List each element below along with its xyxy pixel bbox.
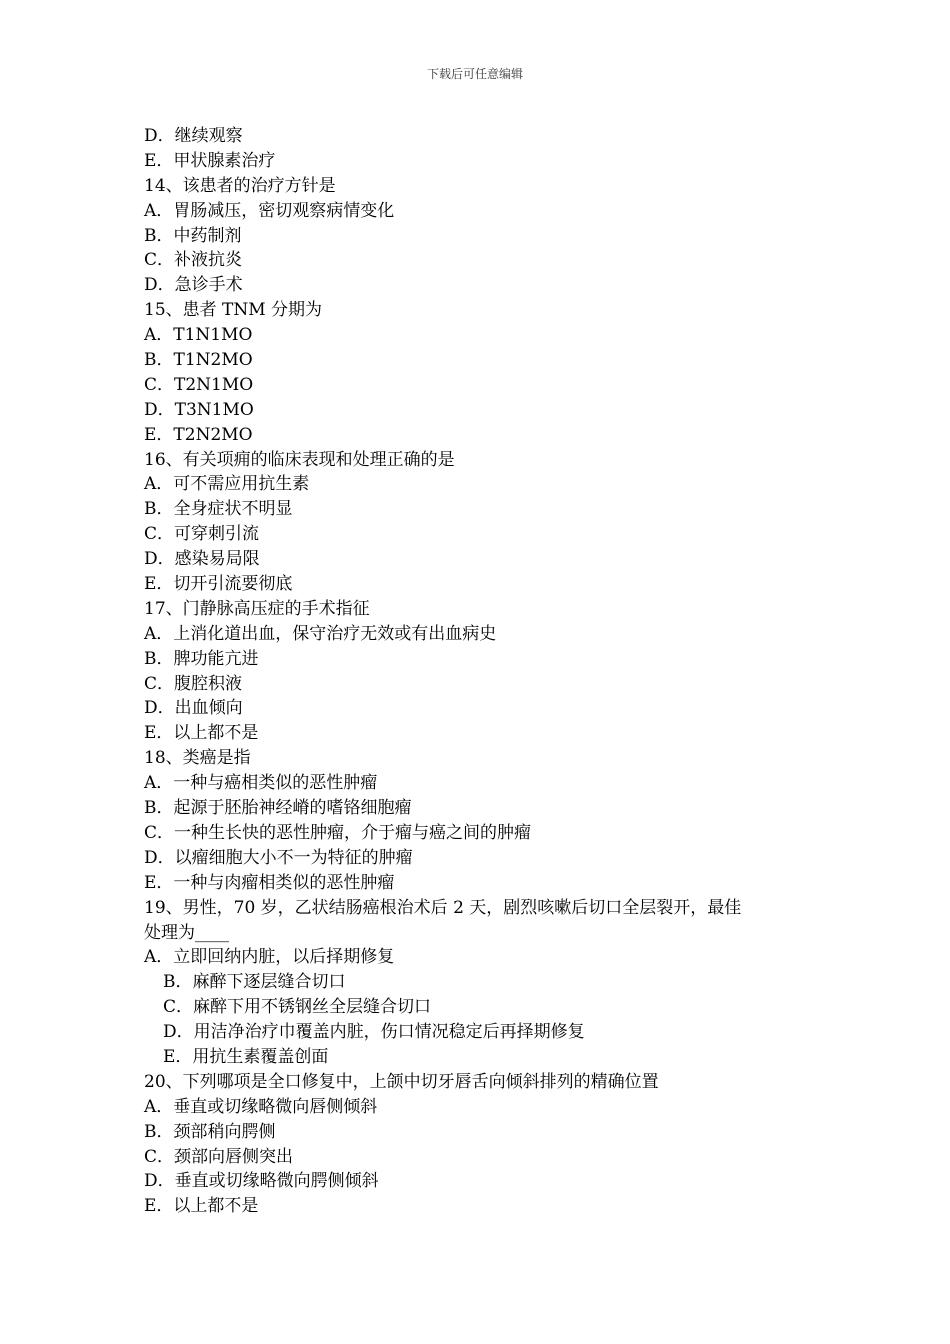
text-line: 16、有关项痈的临床表现和处理正确的是 xyxy=(144,449,455,470)
text-line: E．甲状腺素治疗 xyxy=(144,150,276,171)
document-body xyxy=(144,124,814,1219)
text-line: 19、男性，70 岁，乙状结肠癌根治术后 2 天，剧烈咳嗽后切口全层裂开，最佳 xyxy=(144,897,742,918)
text-line: D．继续观察 xyxy=(144,126,243,146)
text-line: 20、下列哪项是全口修复中，上颌中切牙唇舌向倾斜排列的精确位置 xyxy=(144,1071,659,1092)
text-line: 15、患者 TNM 分期为 xyxy=(144,300,323,321)
text-line: D．用洁净治疗巾覆盖内脏，伤口情况稳定后再择期修复 xyxy=(163,1022,585,1043)
text-line: E．用抗生素覆盖创面 xyxy=(163,1046,329,1067)
text-line: E．以上都不是 xyxy=(144,723,259,744)
text-line: C．麻醉下用不锈钢丝全层缝合切口 xyxy=(163,997,432,1018)
text-line: D．T3N1MO xyxy=(144,399,254,420)
text-line: 处理为____ xyxy=(144,922,229,943)
page-header-note: 下载后可任意编辑 xyxy=(426,67,523,81)
text-line: A．可不需应用抗生素 xyxy=(144,474,310,495)
text-line: B．颈部稍向腭侧 xyxy=(144,1121,276,1142)
text-line: C．可穿刺引流 xyxy=(144,524,260,545)
text-line: E．切开引流要彻底 xyxy=(144,574,293,595)
text-line: E．一种与肉瘤相类似的恶性肿瘤 xyxy=(144,872,395,893)
text-line: B．中药制剂 xyxy=(144,225,242,246)
text-line: A．立即回纳内脏，以后择期修复 xyxy=(144,947,395,968)
text-line: 17、门静脉高压症的手术指征 xyxy=(144,598,370,619)
text-line: C．补液抗炎 xyxy=(144,250,243,271)
text-line: B．全身症状不明显 xyxy=(144,499,293,520)
text-line: A．胃肠减压，密切观察病情变化 xyxy=(144,200,395,221)
text-line: C．腹腔积液 xyxy=(144,673,243,694)
text-line: D．垂直或切缘略微向腭侧倾斜 xyxy=(144,1171,379,1192)
text-line: D．以瘤细胞大小不一为特征的肿瘤 xyxy=(144,847,413,868)
text-line: E．T2N2MO xyxy=(144,424,253,445)
text-line: C．颈部向唇侧突出 xyxy=(144,1146,294,1167)
text-line: B．起源于胚胎神经嵴的嗜铬细胞瘤 xyxy=(144,798,412,819)
text-line: A．一种与癌相类似的恶性肿瘤 xyxy=(144,773,378,794)
text-line: D．急诊手术 xyxy=(144,275,243,296)
text-line: C．一种生长快的恶性肿瘤，介于瘤与癌之间的肿瘤 xyxy=(144,822,532,843)
text-line: E．以上都不是 xyxy=(144,1196,259,1217)
text-line: B．T1N2MO xyxy=(144,350,253,371)
text-line: 14、该患者的治疗方针是 xyxy=(144,175,336,196)
text-line: D．感染易局限 xyxy=(144,549,260,570)
text-line: C．T2N1MO xyxy=(144,374,254,395)
text-line: A．上消化道出血，保守治疗无效或有出血病史 xyxy=(144,623,497,644)
text-line: A．T1N1MO xyxy=(144,325,253,346)
text-line: B．麻醉下逐层缝合切口 xyxy=(163,972,346,993)
text-line: B．脾功能亢进 xyxy=(144,648,259,669)
text-line: A．垂直或切缘略微向唇侧倾斜 xyxy=(144,1096,378,1117)
text-line: D．出血倾向 xyxy=(144,698,243,719)
text-line: 18、类癌是指 xyxy=(144,748,251,769)
